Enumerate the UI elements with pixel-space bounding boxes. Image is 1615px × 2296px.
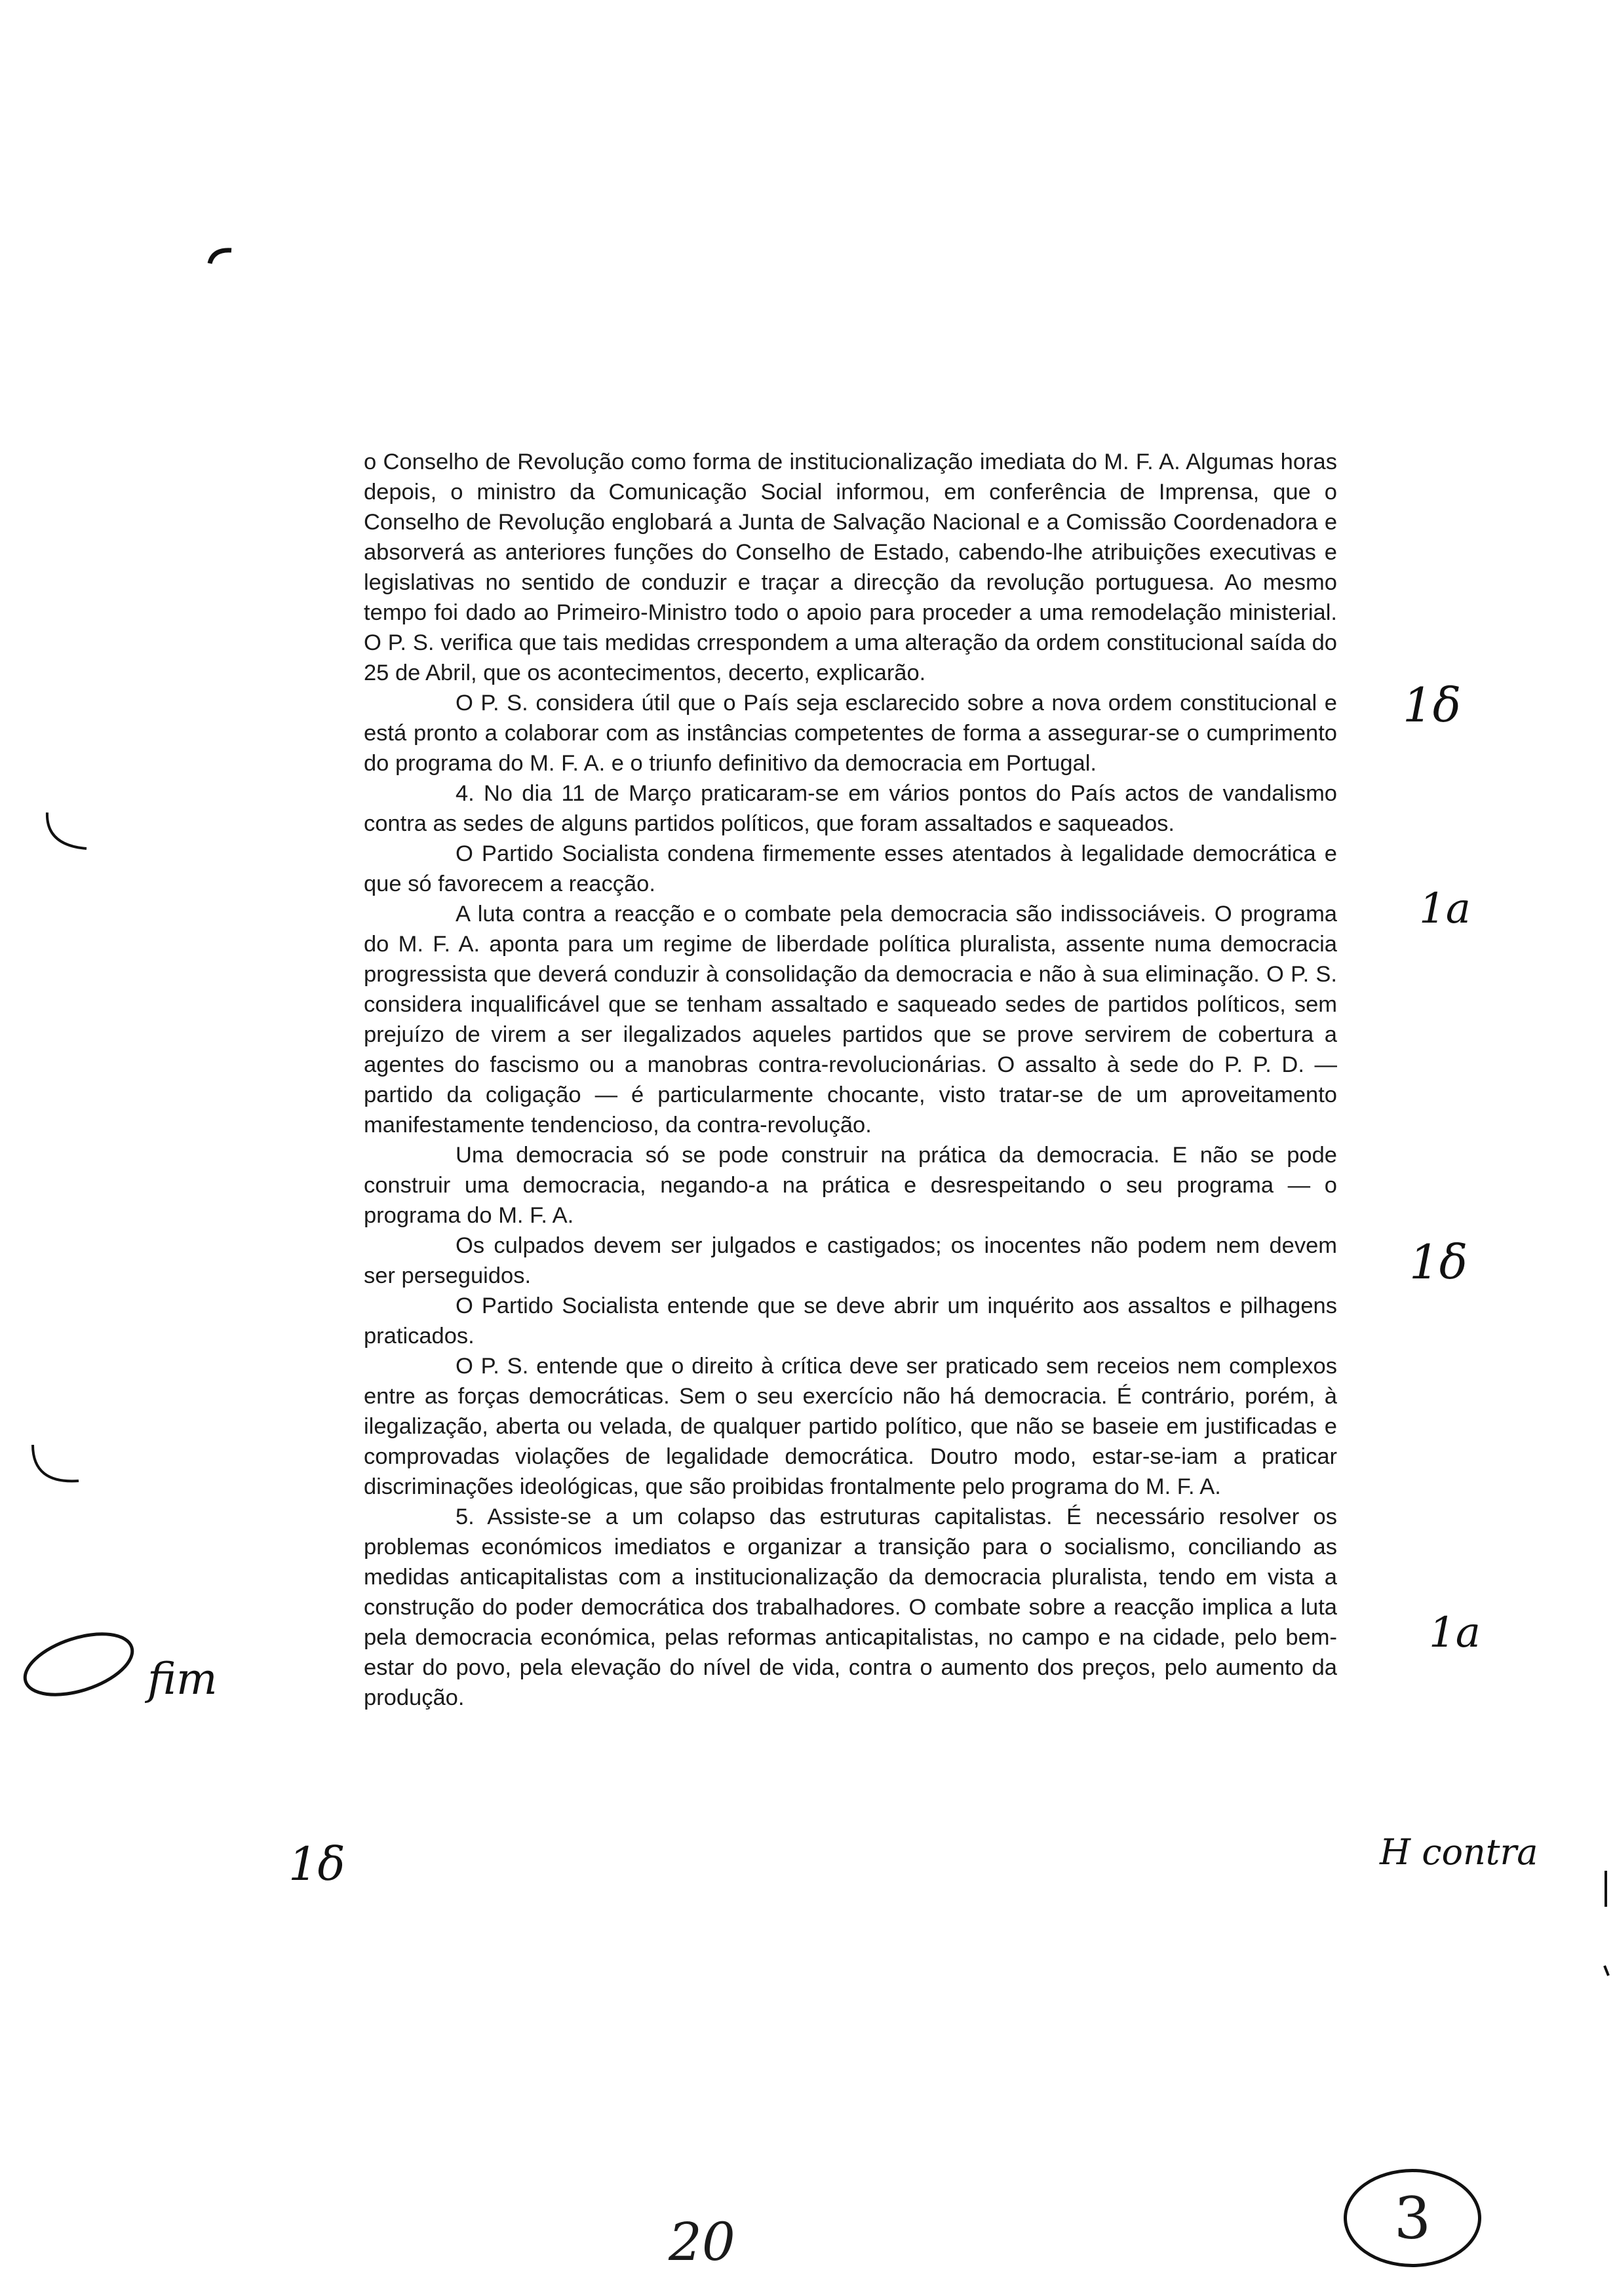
paragraph-4: O Partido Socialista condena firmemente esses atentados à legalidade democrática e que só favorecem a reacção.	[364, 841, 1337, 896]
margin-note: 1a	[1419, 885, 1471, 933]
margin-note: H contra	[1380, 1831, 1538, 1873]
margin-bracket	[41, 809, 93, 855]
oval-mark-icon	[13, 1625, 144, 1704]
page-number: 20	[669, 2211, 735, 2272]
paragraph-5: A luta contra a reacção e o combate pela democracia são indissociáveis. O programa do M. F. A. aponta para um regime de liberdade política pluralista, assente numa democracia progressista que deverá conduzir à consolidação da democracia e não à sua eliminação. O P. S. considera inqualificável que se tenham assaltado e saqueado sedes de partidos políticos, sem prejuízo de virem a ser ilegalizados aqueles partidos que se prove servirem de cobertura a agentes do fascismo ou a manobras contra-revolucionárias. O assalto à sede do P. P. D. — partido da coligação — é particularmente chocante, visto tratar-se de um aproveitamento manifestamente tendencioso, da contra-revolução.	[364, 902, 1337, 1138]
paragraph-6: Uma democracia só se pode construir na prática da democracia. E não se pode construir uma democracia, negando-a na prática e desrespeitando o seu programa — o programa do M. F. A.	[364, 1143, 1337, 1228]
margin-note: 1δ	[1409, 1234, 1468, 1290]
paragraph-1: o Conselho de Revolução como forma de institucionalização imediata do M. F. A. Algumas horas depois, o ministro da Comunicação Social informou, em conferência de Imprensa, que o Conselho de Revolução englobará a Junta de Salvação Nacional e a Comissão Coordenadora e absorverá as anteriores funções do Conselho de Estado, cabendo-lhe atribuições executivas e legislativas no sentido de conduzir e traçar a direcção da revolução portuguesa. Ao mesmo tempo foi dado ao Primeiro-Ministro todo o apoio para proceder a uma remodelação ministerial. O P. S. verifica que tais medidas crrespondem a uma alteração da ordem constitucional saída do 25 de Abril, que os acontecimentos, decerto, explicarão.	[364, 450, 1337, 685]
circled-page-number: 3	[1344, 2169, 1481, 2267]
paragraph-8: O Partido Socialista entende que se deve abrir um inquérito aos assaltos e pilhagens praticados.	[364, 1293, 1337, 1349]
margin-bracket	[26, 1442, 85, 1494]
ink-mark	[206, 244, 236, 270]
paragraph-10: 5. Assiste-se a um colapso das estruturas capitalistas. É necessário resolver os problemas económicos imediatos e organizar a transição para o socialismo, conciliando as medidas anticapitalistas com a institucionalização da democracia pluralista, tendo em vista a construção do poder democrática dos trabalhadores. O combate sobre a reacção implica a luta pela democracia económica, pelas reformas anticapitalistas, no campo e na cidade, pelo bem-estar do povo, pela elevação do nível de vida, contra o aumento dos preços, pelo aumento da produção.	[364, 1504, 1337, 1710]
edge-mark	[1599, 1867, 1612, 1999]
margin-note: 1δ	[1403, 678, 1462, 733]
paragraph-3: 4. No dia 11 de Março praticaram-se em vários pontos do País actos de vandalismo contra as sedes de alguns partidos políticos, que foram assaltados e saqueados.	[364, 781, 1337, 836]
document-body	[364, 447, 1337, 1713]
paragraph-2: O P. S. considera útil que o País seja esclarecido sobre a nova ordem constitucional e está pronto a colaborar com as instâncias competentes de forma a assegurar-se o cumprimento do programa do M. F. A. e o triunfo definitivo da democracia em Portugal.	[364, 691, 1337, 776]
margin-note: 1a	[1429, 1609, 1481, 1657]
paragraph-9: O P. S. entende que o direito à crítica deve ser praticado sem receios nem complexos entre as forças democráticas. Sem o seu exercício não há democracia. É contrário, porém, à ilegalização, aberta ou velada, de qualquer partido político, que não se baseie em justificadas e comprovadas violações de legalidade democrática. Doutro modo, estar-se-iam a praticar discriminações ideológicas, que são proibidas frontalmente pelo programa do M. F. A.	[364, 1354, 1337, 1499]
paragraph-7: Os culpados devem ser julgados e castigados; os inocentes não podem nem devem ser perseguidos.	[364, 1233, 1337, 1288]
margin-note: 1δ	[288, 1837, 345, 1891]
margin-note: fim	[147, 1654, 218, 1704]
